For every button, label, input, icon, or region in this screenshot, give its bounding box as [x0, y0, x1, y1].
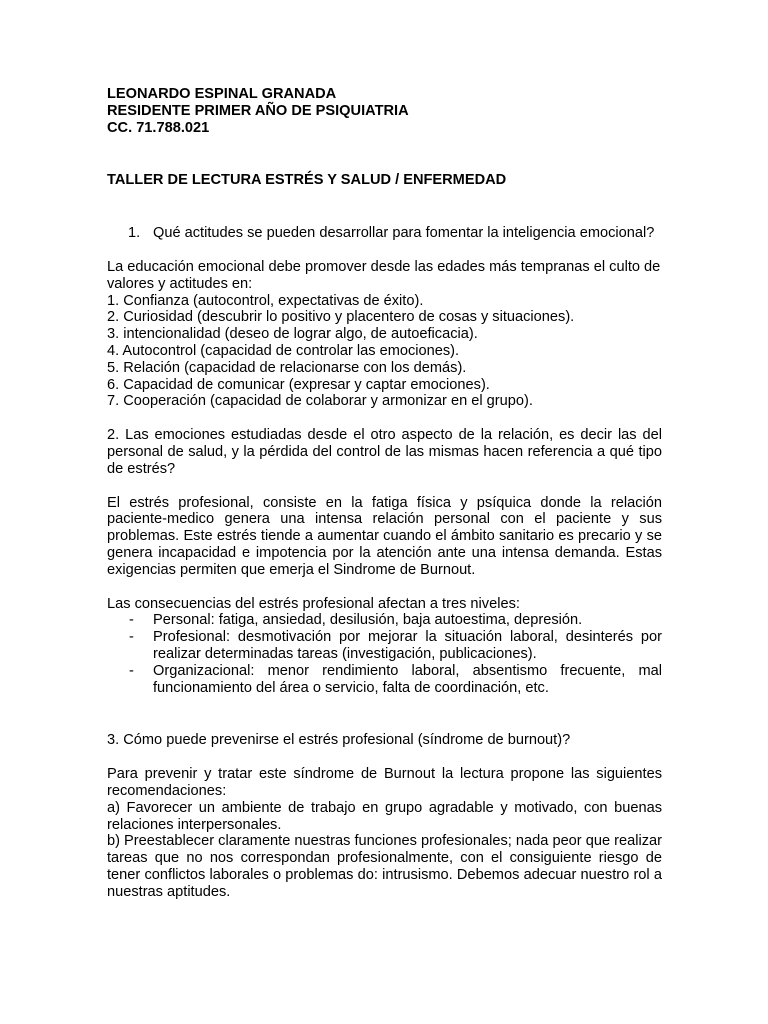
author-role: RESIDENTE PRIMER AÑO DE PSIQUIATRIA	[107, 102, 409, 119]
list-item: 2. Curiosidad (descubrir lo positivo y placentero de cosas y situaciones).	[107, 309, 575, 326]
question-2: 2. Las emociones estudiadas desde el otro aspecto de la relación, es decir las del personal de salud, y la pérdida del control de las mismas hacen referencia a qué tipo de estrés?	[107, 427, 662, 477]
author-header	[107, 86, 662, 136]
question-1-number: 1.	[128, 225, 141, 242]
document-page	[107, 86, 662, 900]
document-title: TALLER DE LECTURA ESTRÉS Y SALUD / ENFERMEDAD	[107, 172, 507, 189]
answer-2-consequences	[107, 596, 662, 697]
author-id: CC. 71.788.021	[107, 119, 210, 136]
answer-3	[107, 766, 662, 900]
list-item: 7. Cooperación (capacidad de colaborar y armonizar en el grupo).	[107, 393, 533, 410]
dash-bullet: -	[129, 612, 134, 629]
list-item: 6. Capacidad de comunicar (expresar y captar emociones).	[107, 376, 490, 393]
dash-bullet: -	[129, 629, 134, 646]
question-1	[107, 225, 662, 242]
dash-bullet: -	[129, 662, 134, 679]
consequence-text: Organizacional: menor rendimiento laboral, absentismo frecuente, mal funcionamiento del área o servicio, falta de coordinación, etc.	[153, 662, 662, 696]
recommendation-item: b) Preestablecer claramente nuestras funciones profesionales; nada peor que realizar tareas que no nos correspondan profesionalmente, con el consiguiente riesgo de tener conflictos laborales o problemas do: intrusismo. Debemos adecuar nuestro rol a nuestras aptitudes.	[107, 833, 662, 900]
list-item: 4. Autocontrol (capacidad de controlar las emociones).	[107, 342, 460, 359]
consequence-item-personal	[107, 612, 662, 629]
question-3: 3. Cómo puede prevenirse el estrés profesional (síndrome de burnout)?	[107, 732, 571, 749]
list-item: 3. intencionalidad (deseo de lograr algo, de autoeficacia).	[107, 326, 478, 343]
consequence-text: Profesional: desmotivación por mejorar la situación laboral, desinterés por realizar determinadas tareas (investigación, publicaciones).	[153, 629, 662, 662]
author-name: LEONARDO ESPINAL GRANADA	[107, 86, 337, 102]
answer-1	[107, 259, 662, 410]
list-item: 5. Relación (capacidad de relacionarse con los demás).	[107, 359, 467, 376]
recommendation-item: a) Favorecer un ambiente de trabajo en grupo agradable y motivado, con buenas relaciones interpersonales.	[107, 799, 662, 833]
consequences-intro: Las consecuencias del estrés profesional afectan a tres niveles:	[107, 595, 520, 612]
answer-3-intro: Para prevenir y tratar este síndrome de Burnout la lectura propone las siguientes recomendaciones:	[107, 766, 662, 799]
answer-2-paragraph: El estrés profesional, consiste en la fatiga física y psíquica donde la relación paciente-medico genera una intensa relación personal con el paciente y sus problemas. Este estrés tiende a aumentar cuando el ámbito sanitario es precario y se genera incapacidad e impotencia por la atención ante una intensa demanda. Estas exigencias permiten que emerja el Sindrome de Burnout.	[107, 494, 662, 578]
consequence-item-organizational	[107, 663, 662, 697]
answer-1-intro: La educación emocional debe promover desde las edades más tempranas el culto de valores y actitudes en:	[107, 258, 661, 292]
consequence-text: Personal: fatiga, ansiedad, desilusión, baja autoestima, depresión.	[153, 612, 583, 629]
list-item: 1. Confianza (autocontrol, expectativas de éxito).	[107, 292, 424, 309]
consequence-item-professional	[107, 629, 662, 663]
question-1-text: Qué actitudes se pueden desarrollar para fomentar la inteligencia emocional?	[153, 225, 655, 242]
